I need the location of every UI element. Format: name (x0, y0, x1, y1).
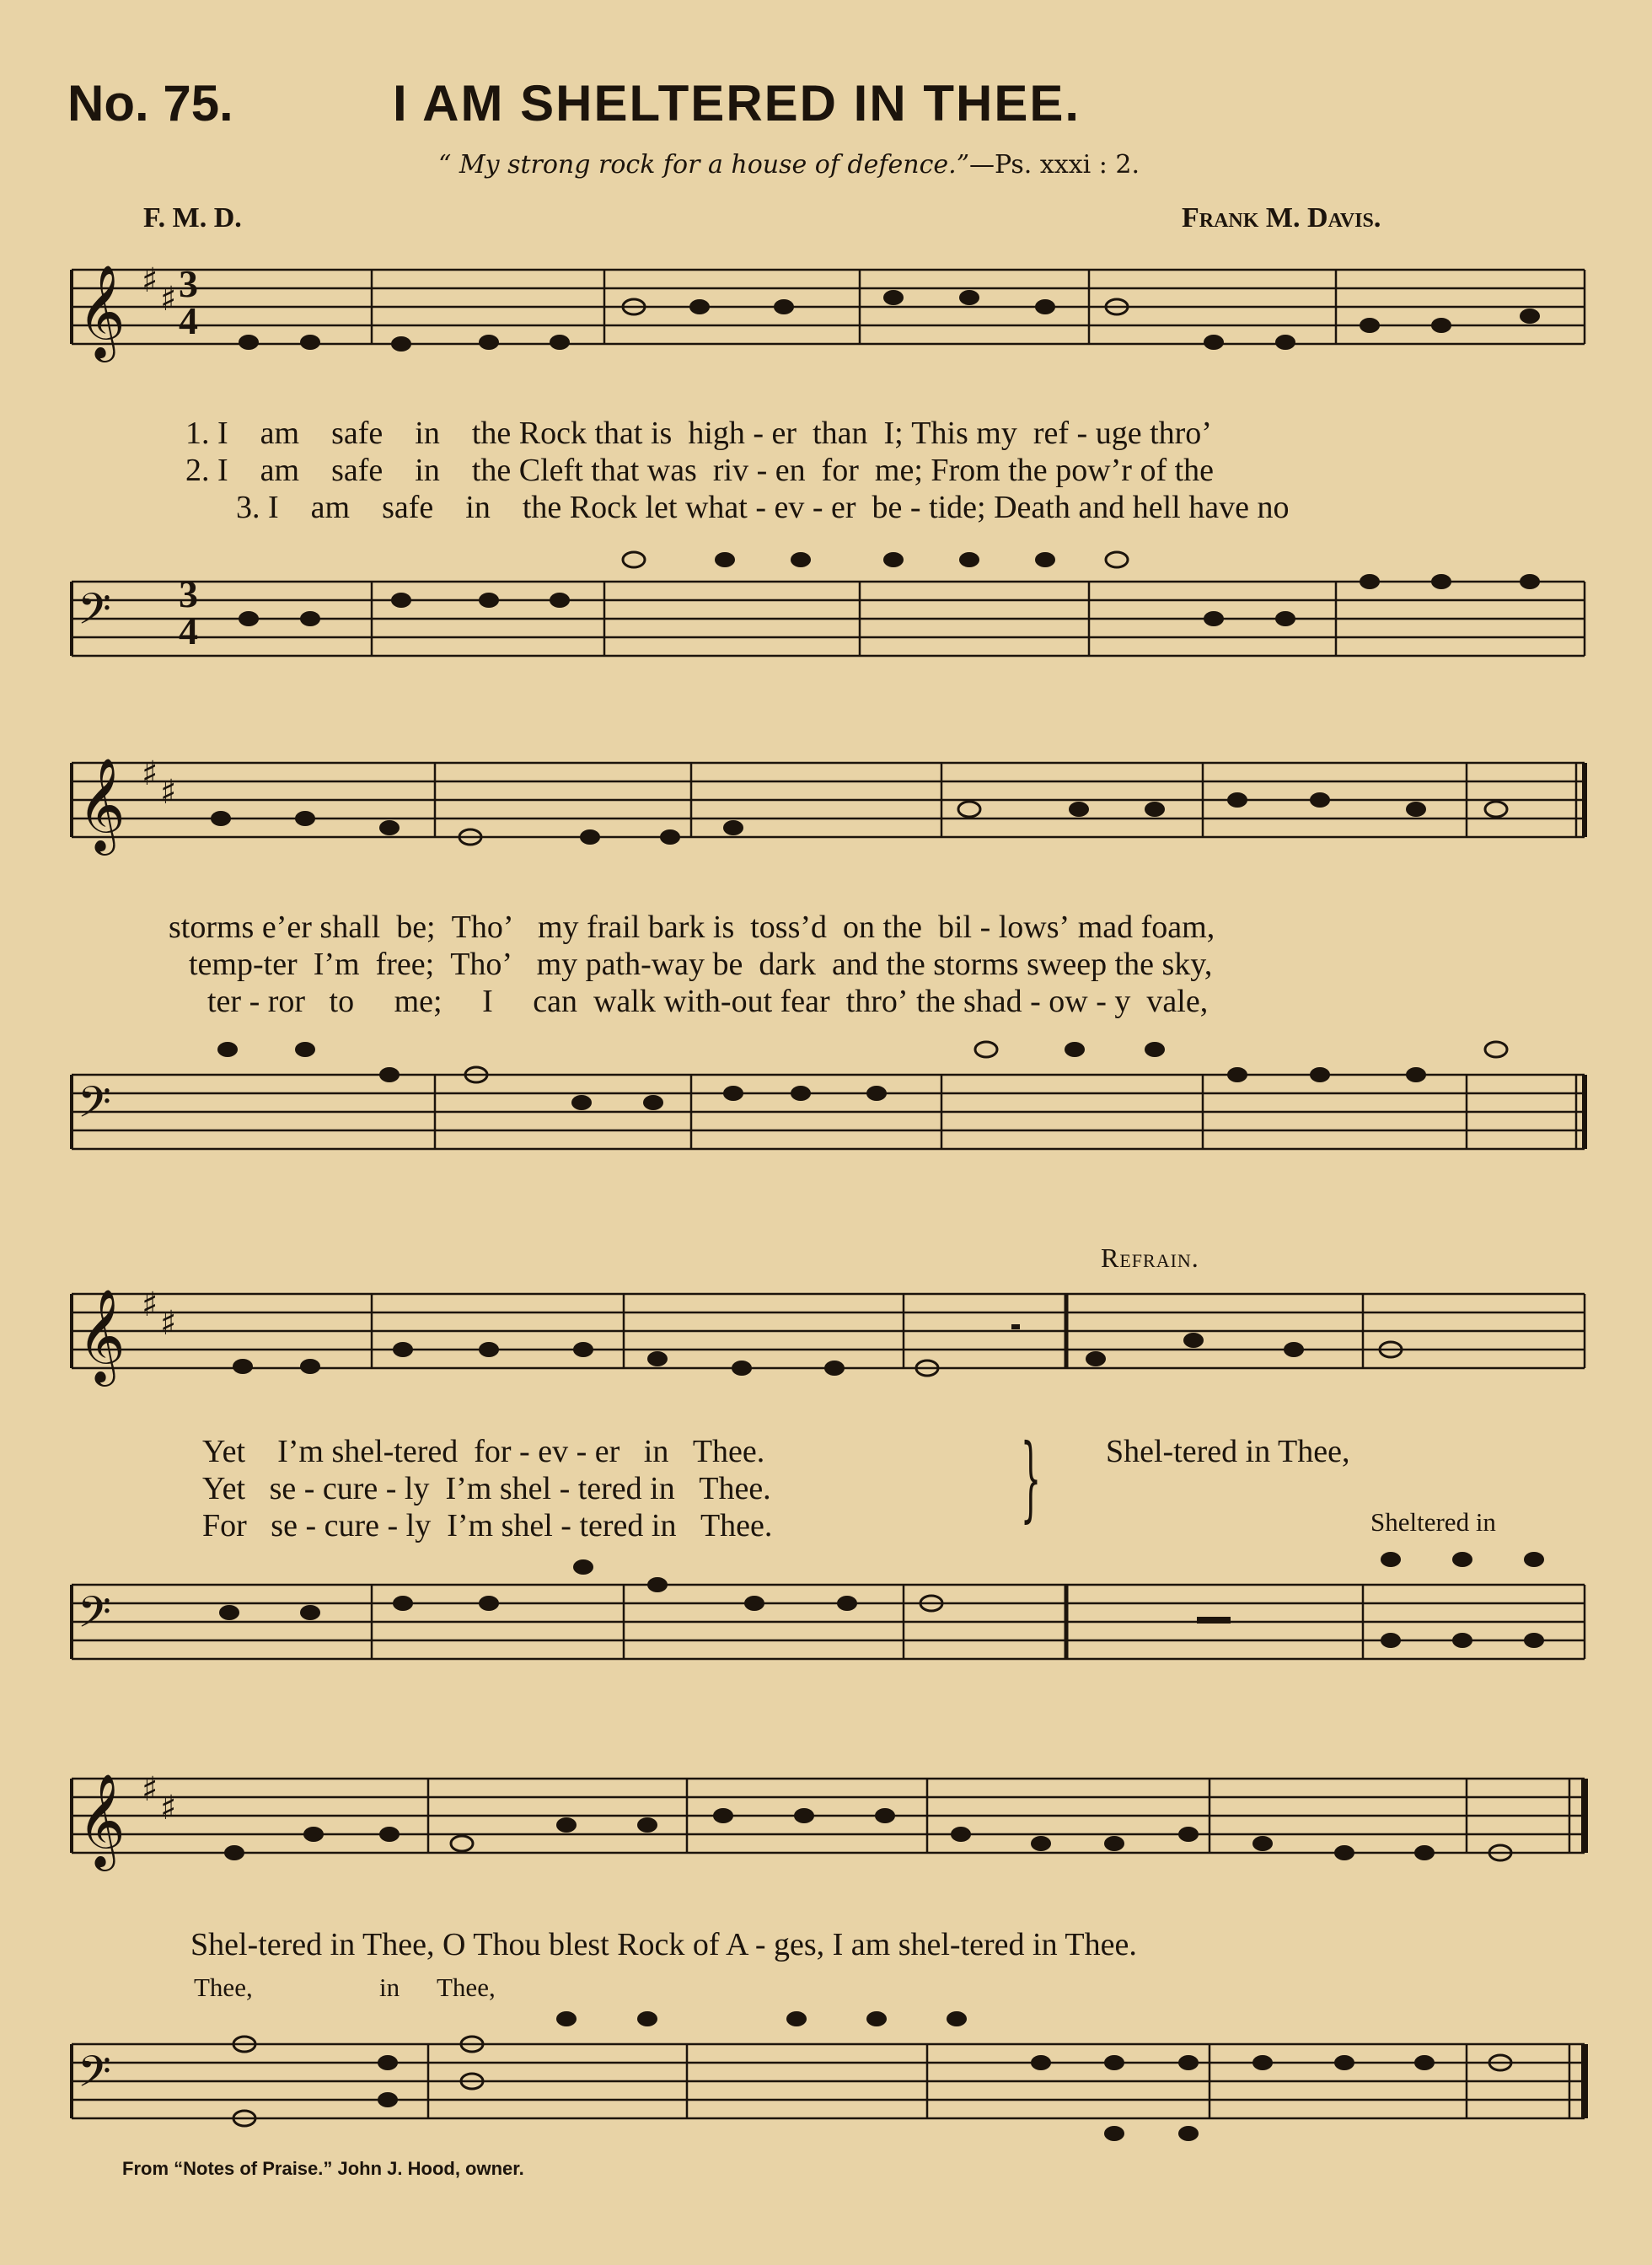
svg-text:♯: ♯ (160, 773, 177, 812)
refrain-lyric: Shel-tered in Thee, (1106, 1434, 1350, 1469)
bass-clef-icon: 𝄢 (78, 583, 111, 645)
svg-text:♯: ♯ (160, 1789, 177, 1828)
refrain-verse-2-line: Yet se - cure - ly I’m shel - tered in Thee. (202, 1471, 771, 1506)
epigraph-quote: “ My strong rock for a house of defence.” (438, 150, 970, 180)
svg-text:𝄞: 𝄞 (78, 757, 126, 851)
system-2-treble-staff (0, 746, 1652, 856)
svg-text:𝄞: 𝄞 (78, 1288, 126, 1382)
system-3-bass-staff (0, 1559, 1652, 1686)
lyric-verse-2-line-1: 2. I am safe in the Cleft that was riv - en for me; From the pow’r of the (185, 453, 1215, 488)
lyric-verse-1-line-2: storms e’er shall be; Tho’ my frail bark is toss’d on the bil - lows’ mad foam, (169, 910, 1215, 945)
lyric-verse-1-line-1: 1. I am safe in the Rock that is high - er than I; This my ref - uge thro’ (185, 416, 1212, 451)
final-lyric-line: Shel-tered in Thee, O Thou blest Rock of A - ges, I am shel-tered in Thee. (190, 1927, 1137, 1962)
svg-text:♯: ♯ (142, 1770, 158, 1809)
svg-text:𝄞: 𝄞 (78, 1773, 126, 1867)
svg-text:𝄢: 𝄢 (78, 1076, 111, 1138)
svg-text:♯: ♯ (142, 1285, 158, 1324)
svg-text:𝄢: 𝄢 (78, 2046, 111, 2107)
time-signature-treble: 3 4 (179, 262, 198, 342)
svg-text:♯: ♯ (142, 754, 158, 793)
system-2-bass-staff (0, 1049, 1652, 1167)
svg-text:𝄢: 𝄢 (78, 1586, 111, 1648)
echo-lyric-thee-2: Thee, (437, 1972, 496, 2002)
lyric-verse-3-line-2: ter - ror to me; I can walk with-out fear thro’ the shad - ow - y vale, (207, 984, 1209, 1019)
source-footer: From “Notes of Praise.” John J. Hood, owner. (122, 2158, 524, 2179)
hymn-title: I AM SHELTERED IN THEE. (393, 75, 1081, 131)
svg-text:♯: ♯ (160, 280, 177, 319)
time-signature-bass: 3 4 (179, 572, 198, 652)
hymn-number: No. 75. (67, 75, 233, 131)
lyric-verse-3-line-1: 3. I am safe in the Rock let what - ev - er be - tide; Death and hell have no (236, 490, 1290, 525)
refrain-verse-1-line: Yet I’m shel-tered for - ev - er in Thee. (202, 1434, 765, 1469)
words-credit: F. M. D. (143, 202, 242, 233)
epigraph-ref: —Ps. xxxi : 2. (969, 150, 1140, 180)
svg-text:♯: ♯ (160, 1304, 177, 1343)
svg-text:♯: ♯ (142, 261, 158, 300)
system-1-bass-staff (0, 556, 1652, 674)
system-3-treble-staff (0, 1277, 1652, 1387)
music-credit: Frank M. Davis. (1182, 202, 1381, 233)
echo-lyric-in: in (379, 1972, 400, 2002)
treble-clef-icon: 𝄞 (78, 264, 126, 358)
system-4-treble-staff (0, 1762, 1652, 1871)
echo-lyric: Sheltered in (1370, 1507, 1496, 1537)
system-4-bass-staff (0, 2019, 1652, 2145)
refrain-label: Refrain. (1101, 1243, 1199, 1273)
epigraph (438, 150, 1140, 180)
system-1-treble-staff (0, 253, 1652, 362)
verse-brace-icon: } (1020, 1424, 1042, 1532)
echo-lyric-thee: Thee, (194, 1972, 253, 2002)
lyric-verse-2-line-2: temp-ter I’m free; Tho’ my path-way be dark and the storms sweep the sky, (189, 947, 1213, 982)
refrain-verse-3-line: For se - cure - ly I’m shel - tered in Thee. (202, 1508, 773, 1543)
